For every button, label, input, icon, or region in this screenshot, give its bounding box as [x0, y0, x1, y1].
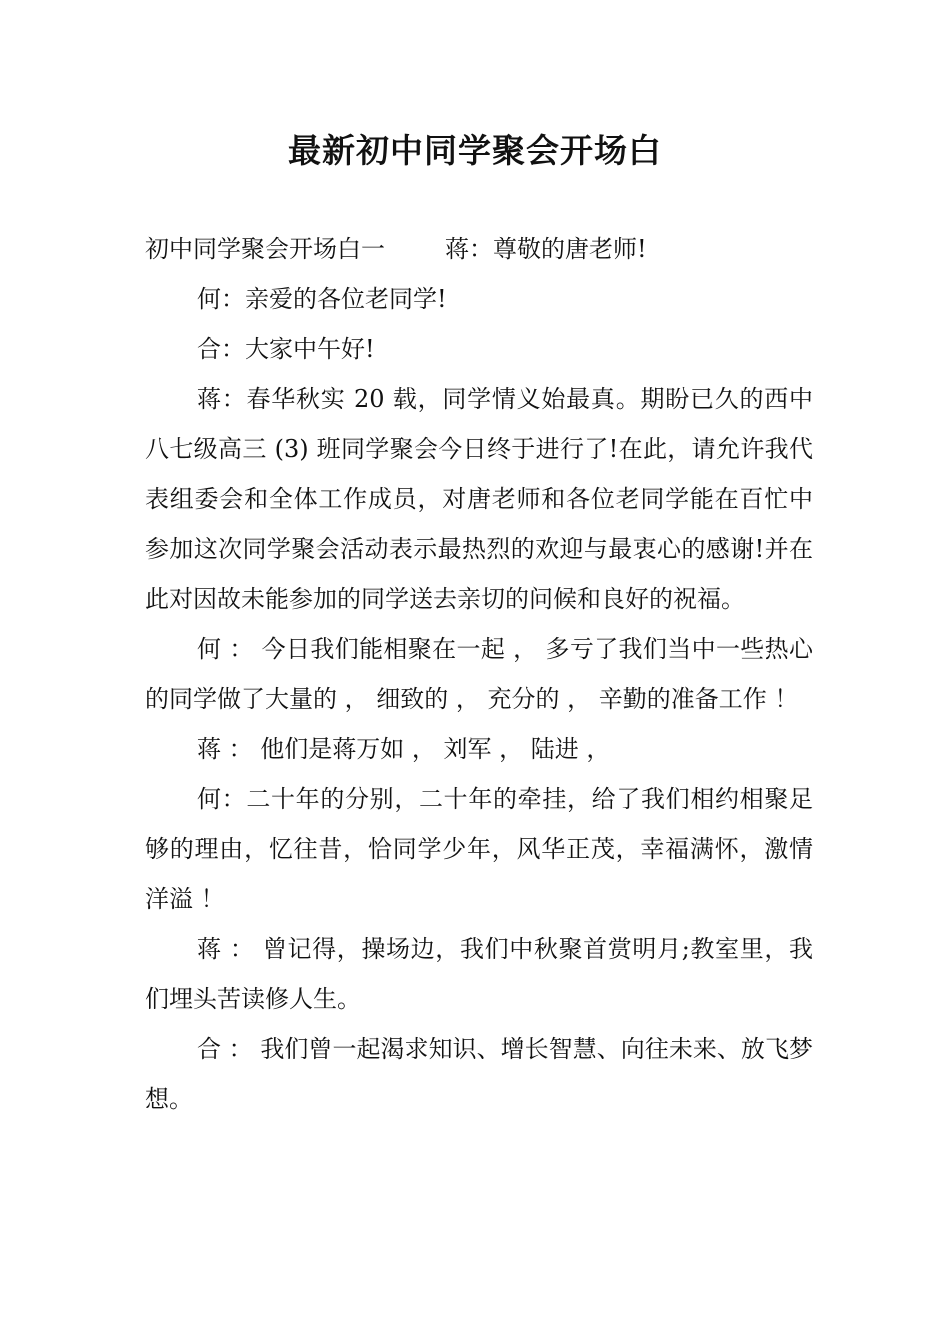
section-heading: 初中同学聚会开场白一 — [145, 235, 385, 263]
paragraph: 蒋 ： 曾记得，操场边，我们中秋聚首赏明月;教室里，我们埋头苦读修人生。 — [145, 935, 813, 1013]
first-speech: 蒋：尊敬的唐老师! — [445, 235, 647, 263]
document-body — [145, 224, 813, 1124]
paragraph: 何 ： 今日我们能相聚在一起 ， 多亏了我们当中一些热心的同学做了大量的 ， 细致的 ， 充分的 ， 辛勤的准备工作 ！ — [145, 635, 813, 713]
paragraph: 何：二十年的分别，二十年的牵挂，给了我们相约相聚足够的理由，忆往昔，恰同学少年，风华正茂，幸福满怀，激情洋溢 ！ — [145, 785, 813, 913]
paragraph: 何：亲爱的各位老同学! — [197, 285, 447, 313]
paragraph: 蒋 ： 他们是蒋万如 ， 刘军 ， 陆进 ， — [197, 735, 611, 763]
document-title: 最新初中同学聚会开场白 — [288, 131, 662, 170]
first-line — [145, 224, 813, 274]
paragraph: 合 ： 我们曾一起渴求知识、增长智慧、向往未来、放飞梦想。 — [145, 1035, 813, 1113]
paragraph: 合：大家中午好! — [197, 335, 375, 363]
paragraph: 蒋：春华秋实 20 载，同学情义始最真。期盼已久的西中八七级高三 (3) 班同学聚会今日终于进行了!在此，请允许我代表组委会和全体工作成员，对唐老师和各位老同学能在百忙中参加这次同学聚会活动表示最热烈的欢迎与最衷心的感谢!并在此对因故未能参加的同学送去亲切的问候和良好的祝福。 — [145, 385, 813, 613]
